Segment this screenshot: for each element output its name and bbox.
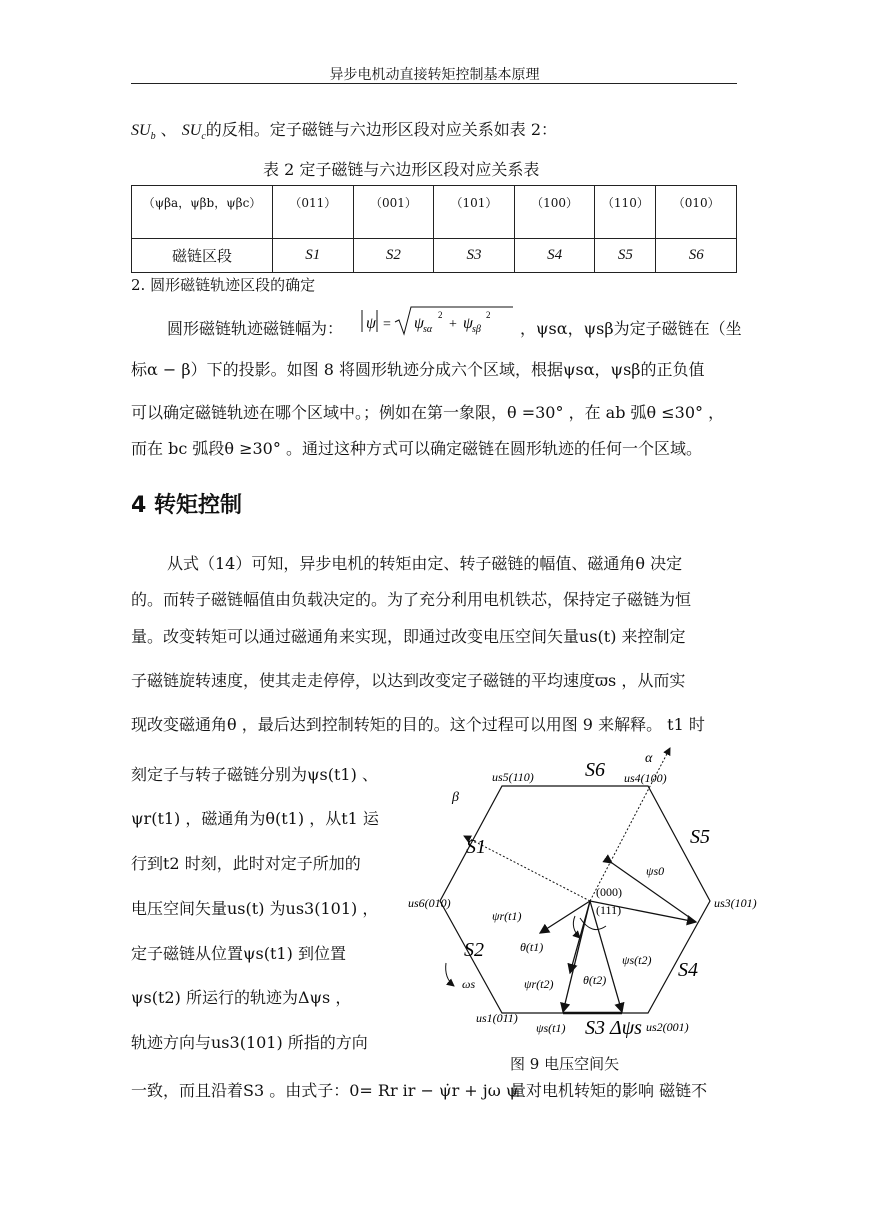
svg-text:sβ: sβ [472, 324, 481, 335]
section2-line2: 标α − β）下的投影。如图 8 将圆形轨迹分成六个区域，根据ψsα，ψsβ的正负值 [131, 360, 705, 379]
beta-label: β [452, 790, 459, 805]
hexagon [440, 786, 710, 1013]
section4-line: 从式（14）可知，异步电机的转矩由定、转子磁链的幅值、磁通角θ 决定 [167, 554, 683, 573]
table-header-cell: （ψβa，ψβb，ψβc） [132, 186, 273, 239]
c000-label: (000) [596, 885, 622, 899]
table-cell: （110） [595, 186, 656, 239]
table-row [132, 239, 737, 273]
section2-line1: 圆形磁链轨迹磁链幅为： [167, 319, 344, 338]
table-cell: （001） [353, 186, 434, 239]
left-col-line: 轨迹方向与us3(101) 所指的方向 [131, 1033, 368, 1052]
alpha-label: α [645, 751, 653, 766]
us3-label: us3(101) [714, 896, 757, 910]
su-b: SU [131, 122, 151, 139]
s6-label: S6 [585, 759, 605, 781]
table-cell: S6 [656, 239, 737, 273]
voltage-vector-diagram [400, 738, 780, 1038]
left-col-line: ψr(t1) ，磁通角为θ(t1) ，从t1 运 [131, 809, 379, 828]
figure-caption: 图 9 电压空间矢 [510, 1055, 620, 1073]
section4-line: 量。改变转矩可以通过磁通角来实现，即通过改变电压空间矢量us(t) 来控制定 [131, 627, 686, 646]
section-heading: 4 转矩控制 [131, 493, 242, 518]
table-cell: （011） [273, 186, 354, 239]
left-col-line: 定子磁链从位置ψs(t1) 到位置 [131, 944, 346, 963]
psi-s-t1-label: ψs(t1) [536, 1021, 566, 1035]
us2-label: us2(001) [646, 1020, 689, 1034]
c111-label: (111) [596, 903, 622, 917]
us4-label: us4(100) [624, 771, 667, 785]
table-row [132, 186, 737, 239]
svg-text:ψ: ψ [414, 315, 424, 332]
delta-psi-label: Δψs [610, 1017, 642, 1038]
psi-s-t2-vector [590, 901, 622, 1012]
section4-line: 现改变磁通角θ ，最后达到控制转矩的目的。这个过程可以用图 9 来解释。 t1 时 [131, 715, 705, 734]
section-title: 2. 圆形磁链轨迹区段的确定 [131, 276, 316, 294]
svg-text:ψ: ψ [366, 315, 376, 332]
table-cell: （101） [434, 186, 515, 239]
section2-line1b: ，ψsα，ψsβ为定子磁链在（坐 [520, 319, 742, 338]
page-header: 异步电机动直接转矩控制基本原理 [329, 67, 540, 83]
svg-text:ψ: ψ [463, 315, 473, 332]
psi-s-t1-vector [563, 901, 590, 1012]
psi-r-t2-label: ψr(t2) [524, 977, 554, 991]
svg-text:=: = [383, 317, 391, 332]
intro-line: $SU_b$ 、 $SU_c$的反相。定子磁链与六边形区段对应关系如表 2： [131, 120, 558, 143]
left-col-line: 行到t2 时刻，此时对定子所加的 [131, 854, 361, 873]
su-c: SU [181, 122, 202, 139]
theta-t2-label: θ(t2) [583, 973, 607, 987]
left-col-line: 电压空间矢量us(t) 为us3(101) ， [131, 899, 379, 918]
psi-r-t1-label: ψr(t1) [492, 909, 522, 923]
s2-label: S2 [464, 939, 484, 961]
omega-s-label: ωs [462, 977, 476, 991]
svg-text:2: 2 [438, 310, 443, 320]
table-cell: S2 [353, 239, 434, 273]
theta-t1-label: θ(t1) [520, 940, 544, 954]
table-cell: S3 [434, 239, 515, 273]
table-caption: 表 2 定子磁链与六边形区段对应关系表 [263, 160, 540, 179]
table-cell: （010） [656, 186, 737, 239]
left-col-line: ψs(t2) 所运行的轨迹为Δψs ， [131, 988, 352, 1007]
last-line-a: 一致，而且沿着S3 。由式子：0= Rr ir − ψ̇r + jω ψ [131, 1081, 519, 1100]
s3-label: S3 [585, 1017, 605, 1038]
last-line-b: 量对电机转矩的影响 磁链不 [510, 1081, 708, 1100]
section2-line3: 可以确定磁链轨迹在哪个区域中。；例如在第一象限，θ =30° ，在 ab 弧θ ≤30° ， [131, 403, 725, 422]
header-rule [131, 83, 737, 84]
table-cell: （100） [514, 186, 595, 239]
svg-text:2: 2 [486, 310, 491, 320]
left-col-line: 刻定子与转子磁链分别为ψs(t1) 、 [131, 765, 378, 784]
flux-magnitude-formula [359, 304, 515, 338]
table-header-cell: 磁链区段 [132, 239, 273, 273]
s5-label: S5 [690, 826, 710, 848]
psi-s0-label: ψs0 [646, 864, 665, 878]
us6-label: us6(010) [408, 896, 451, 910]
svg-text:sα: sα [423, 324, 433, 335]
psi-s-t2-label: ψs(t2) [622, 953, 652, 967]
section4-line: 子磁链旋转速度，使其走走停停，以达到改变定子磁链的平均速度ϖs ，从而实 [131, 671, 686, 690]
svg-text:+: + [449, 317, 457, 332]
section4-line: 的。而转子磁链幅值由负载决定的。为了充分利用电机铁芯，保持定子磁链为恒 [131, 590, 692, 609]
table-cell: S1 [273, 239, 354, 273]
section2-line4: 而在 bc 弧段θ ≥30° 。通过这种方式可以确定磁链在圆形轨迹的任何一个区域。 [131, 439, 702, 458]
flux-sector-table [131, 185, 737, 273]
us1-label: us1(011) [476, 1011, 518, 1025]
us5-label: us5(110) [492, 770, 534, 784]
table-cell: S5 [595, 239, 656, 273]
s4-label: S4 [678, 959, 698, 981]
table-cell: S4 [514, 239, 595, 273]
s1-label: S1 [466, 836, 486, 858]
